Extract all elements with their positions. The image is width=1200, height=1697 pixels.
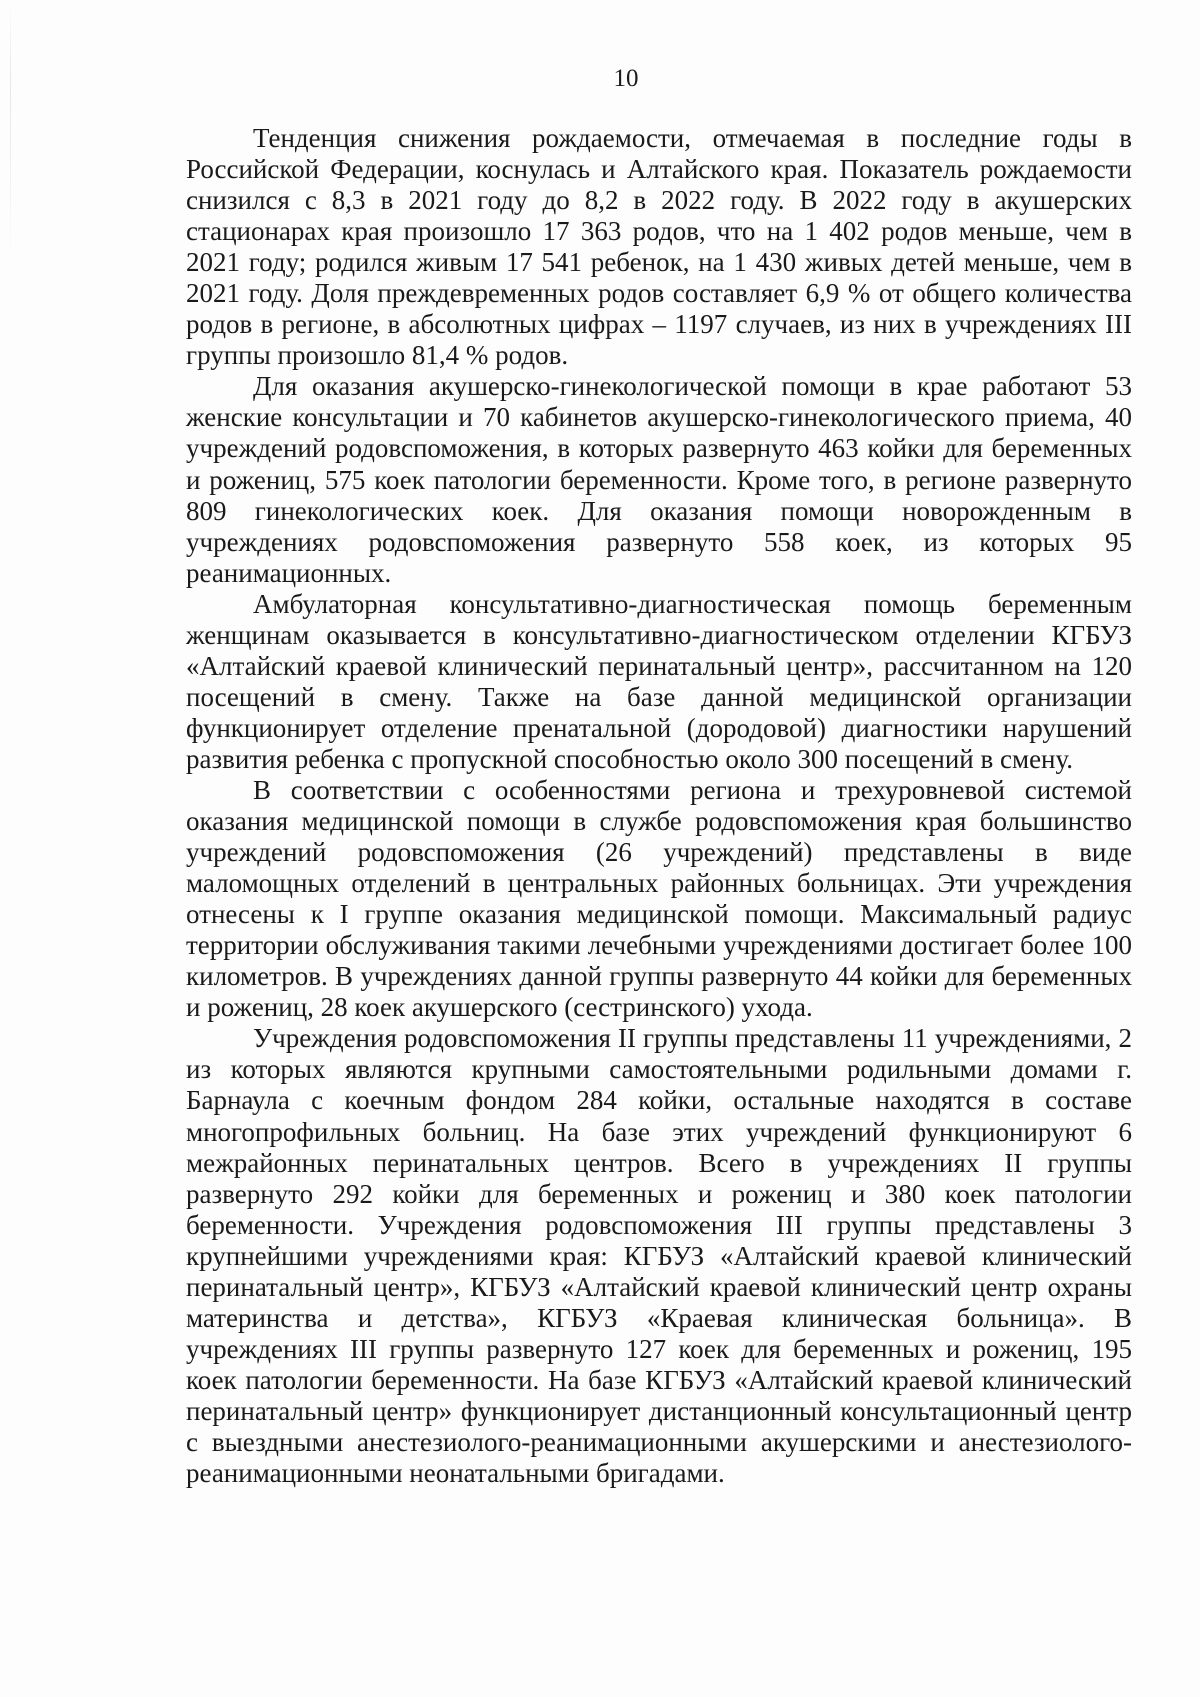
- paragraph-outpatient-care: Амбулаторная консультативно-диагностическая помощь беременным женщинам оказывается в консультативно-диагностическом отделении КГБУЗ «Алтайский краевой клинический перинатальный центр», рассчитанном на 120 посещений в смену. Также на базе данной медицинской организации функционирует отделение пренатальной (дородовой) диагностики нарушений развития ребенка с пропускной способностью около 300 посещений в смену.: [186, 588, 1132, 774]
- body-text: [186, 123, 1132, 1489]
- paragraph-group-one-facilities: В соответствии с особенностями региона и трехуровневой системой оказания медицинской помощи в службе родовспоможения края большинство учреждений родовспоможения (26 учреждений) представлены в виде маломощных отделений в центральных районных больницах. Эти учреждения отнесены к I группе оказания медицинской помощи. Максимальный радиус территории обслуживания такими лечебными учреждениями достигает более 100 километров. В учреждениях данной группы развернуто 44 койки для беременных и рожениц, 28 коек акушерского (сестринского) ухода.: [186, 774, 1132, 1023]
- scan-edge-shadow: [10, 0, 11, 1697]
- paragraph-obstetric-care-capacity: Для оказания акушерско-гинекологической помощи в крае работают 53 женские консультации и 70 кабинетов акушерско-гинекологического приема, 40 учреждений родовспоможения, в которых развернуто 463 койки для беременных и рожениц, 575 коек патологии беременности. Кроме того, в регионе развернуто 809 гинекологических коек. Для оказания помощи новорожденным в учреждениях родовспоможения развернуто 558 коек, из которых 95 реанимационных.: [186, 371, 1132, 588]
- paragraph-group-two-three-facilities: Учреждения родовспоможения II группы представлены 11 учреждениями, 2 из которых являются крупными самостоятельными родильными домами г. Барнаула с коечным фондом 284 койки, остальные находятся в составе многопрофильных больниц. На базе этих учреждений функционируют 6 межрайонных перинатальных центров. Всего в учреждениях II группы развернуто 292 койки для беременных и рожениц и 380 коек патологии беременности. Учреждения родовспоможения III группы представлены 3 крупнейшими учреждениями края: КГБУЗ «Алтайский краевой клинический перинатальный центр», КГБУЗ «Алтайский краевой клинический центр охраны материнства и детства», КГБУЗ «Краевая клиническая больница». В учреждениях III группы развернуто 127 коек для беременных и рожениц, 195 коек патологии беременности. На базе КГБУЗ «Алтайский краевой клинический перинатальный центр» функционирует дистанционный консультационный центр с выездными анестезиолого-реанимационными акушерскими и анестезиолого-реанимационными неонатальными бригадами.: [186, 1023, 1132, 1489]
- paragraph-birth-rate: Тенденция снижения рождаемости, отмечаемая в последние годы в Российской Федерации, коснулась и Алтайского края. Показатель рождаемости снизился с 8,3 в 2021 году до 8,2 в 2022 году. В 2022 году в акушерских стационарах края произошло 17 363 родов, что на 1 402 родов меньше, чем в 2021 году; родился живым 17 541 ребенок, на 1 430 живых детей меньше, чем в 2021 году. Доля преждевременных родов составляет 6,9 % от общего количества родов в регионе, в абсолютных цифрах – 1197 случаев, из них в учреждениях III группы произошло 81,4 % родов.: [186, 123, 1132, 371]
- page-number: 10: [613, 65, 639, 92]
